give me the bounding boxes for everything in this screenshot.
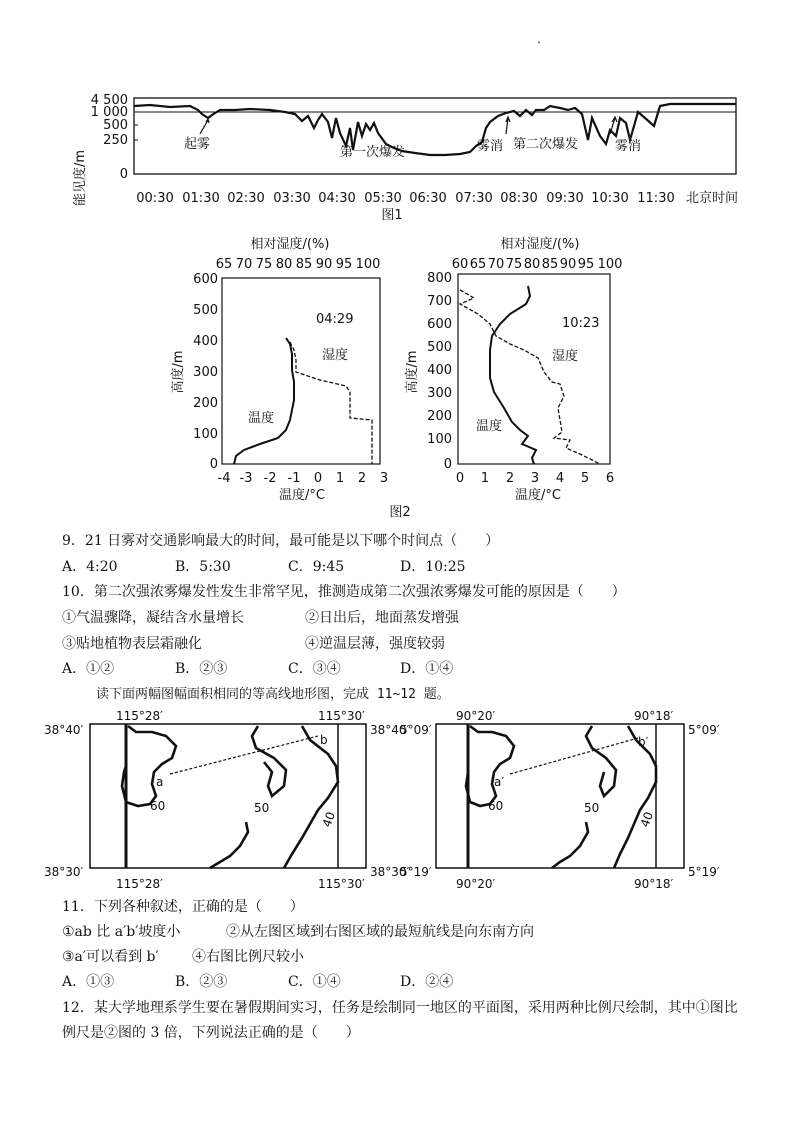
fig2-left-top-tick: 95 <box>335 257 353 272</box>
q10-item-4: ④逆温层薄，强度较弱 <box>305 636 445 652</box>
q11-item-4: ④右图比例尺较小 <box>192 949 304 965</box>
contour-maps <box>40 706 760 890</box>
map-right-label-40: 40 <box>637 809 657 830</box>
fig2-right-ytick: 500 <box>427 340 452 355</box>
fig2-right-ytick: 600 <box>427 317 452 332</box>
figure-2-profiles <box>160 232 640 522</box>
fig2-left-ytick: 500 <box>193 303 218 318</box>
q9-option-c[interactable]: C．9:45 <box>288 559 345 575</box>
fig1-caption: 图1 <box>381 208 403 223</box>
map-right-point-a: a′ <box>494 775 505 789</box>
q11-item-1: ①ab 比 a′b′坡度小 <box>62 924 181 940</box>
q11-item-2: ②从左图区域到右图区域的最短航线是向东南方向 <box>226 924 534 940</box>
q9-option-a[interactable]: A．4:20 <box>62 559 118 575</box>
fig2-left-temp-label: 温度 <box>248 411 275 426</box>
fig2-left-ytick: 200 <box>193 396 218 411</box>
map-right-top-left: 90°20′ <box>456 709 496 723</box>
fig2-left-top-tick: 75 <box>255 257 273 272</box>
q9-option-b[interactable]: B．5:30 <box>175 559 231 575</box>
figure-1-visibility-chart <box>70 88 750 223</box>
fig2-left-top-tick: 70 <box>235 257 253 272</box>
fig1-ytick: 1 000 <box>90 105 128 120</box>
fig2-right-ytick: 800 <box>427 271 452 286</box>
map-right-left-top: 5°09′ <box>400 723 432 737</box>
fig2-right-bottom-tick: 4 <box>555 471 565 486</box>
map-right-contour-40 <box>614 726 656 868</box>
fig2-left-ytick: 0 <box>209 457 218 472</box>
map-right-bottom-right: 90°18′ <box>634 877 674 890</box>
fig2-right-ytick: 300 <box>427 386 452 401</box>
fig1-xtick: 00:30 <box>136 191 174 206</box>
fig2-left-top-label: 相对湿度/(%) <box>250 237 330 252</box>
fig2-right-top-tick: 60 <box>451 257 469 272</box>
fig2-left-bottom-tick: 3 <box>379 471 389 486</box>
map-left-top-left: 115°28′ <box>116 709 163 723</box>
map-left-right-bottom: 38°30′ <box>370 865 410 879</box>
map-left-label-40: 40 <box>319 809 339 830</box>
fig1-xunit: 北京时间 <box>685 191 739 206</box>
map-left-bottom-left: 115°28′ <box>116 877 163 890</box>
fig2-left-bottom-tick: 0 <box>313 471 323 486</box>
map-right-label-60: 60 <box>488 799 504 813</box>
q11-stem: 11．下列各种叙述，正确的是（ ） <box>62 899 304 915</box>
fig2-left-bottom-label: 温度/°C <box>279 488 325 503</box>
map-right-right-top: 5°09′ <box>688 723 720 737</box>
fig2-left-top-tick: 85 <box>295 257 313 272</box>
fig1-xtick: 01:30 <box>182 191 220 206</box>
map-left-line-ab <box>170 736 318 774</box>
fig2-left-ytick: 400 <box>193 334 218 349</box>
fig2-left-top-tick: 65 <box>215 257 233 272</box>
fig2-right-ytick: 0 <box>443 457 452 472</box>
intro-11-12: 读下面两幅图幅面积相同的等高线地形图，完成 11~12 题。 <box>96 687 450 702</box>
fig2-right-bottom-tick: 5 <box>580 471 590 486</box>
fig2-right-frame <box>458 274 610 464</box>
fig2-right-bottom-tick: 0 <box>455 471 465 486</box>
fig1-xtick: 09:30 <box>546 191 584 206</box>
corner-dot: . <box>537 32 541 46</box>
q9-stem: 9．21 日雾对交通影响最大的时间，最可能是以下哪个时间点（ ） <box>62 533 500 549</box>
map-left-top-right: 115°30′ <box>318 709 365 723</box>
map-left-contour-50 <box>252 726 286 796</box>
fig2-right-top-tick: 90 <box>559 257 577 272</box>
map-right-point-b: b′ <box>638 735 649 749</box>
map-left-left-bottom: 38°30′ <box>44 865 84 879</box>
fig1-xtick: 05:30 <box>364 191 402 206</box>
q10-option-a[interactable]: A．①② <box>62 661 115 677</box>
q10-item-3: ③贴地植物表层霜融化 <box>62 636 202 652</box>
fig1-ytick: 500 <box>103 118 128 133</box>
fig1-ytick: 0 <box>119 167 128 182</box>
q10-item-1: ①气温骤降，凝结含水量增长 <box>62 610 244 626</box>
map-right-left-bottom: 5°19′ <box>400 865 432 879</box>
fig1-annot-burst2: 第二次爆发 <box>513 137 579 152</box>
q11-option-a[interactable]: A．①③ <box>62 974 115 990</box>
map-left-bottom-right: 115°30′ <box>318 877 365 890</box>
map-right-line-ab <box>510 738 638 774</box>
fig2-right-ytick: 200 <box>427 409 452 424</box>
map-left-label-50: 50 <box>254 801 270 815</box>
fig2-right-temp-label: 温度 <box>476 419 503 434</box>
fig1-xtick: 02:30 <box>227 191 265 206</box>
fig1-annot-fog-end1: 雾消 <box>477 139 504 154</box>
q10-stem: 10．第二次强浓雾爆发性发生非常罕见，推测造成第二次强浓雾爆发可能的原因是（ ） <box>62 584 626 600</box>
fig2-right-bottom-tick: 6 <box>605 471 615 486</box>
q10-item-2: ②日出后，地面蒸发增强 <box>305 610 459 626</box>
map-right-contour-60 <box>466 726 514 806</box>
map-right-right-bottom: 5°19′ <box>688 865 720 879</box>
fig1-ytick: 4 500 <box>90 93 128 108</box>
fig2-left-bottom-tick: -4 <box>217 471 231 486</box>
fig2-right-top-tick: 100 <box>597 257 623 272</box>
map-left-contour-40 <box>284 726 338 868</box>
map-right-contour-50 <box>586 726 616 796</box>
q12-line1: 12．某大学地理系学生要在暑假期间实习，任务是绘制同一地区的平面图，采用两种比例尺绘制，其中①图比 <box>62 1000 738 1016</box>
fig2-right-bottom-label: 温度/°C <box>515 488 561 503</box>
fig2-right-ytick: 400 <box>427 363 452 378</box>
fig2-left-bottom-tick: 1 <box>335 471 345 486</box>
fig1-xtick: 11:30 <box>637 191 675 206</box>
map-left-point-b: b <box>320 733 328 747</box>
fig2-left-top-tick: 80 <box>275 257 293 272</box>
map-left-contour-50b <box>210 822 248 868</box>
fig2-right-bottom-tick: 1 <box>480 471 490 486</box>
map-left-contour-60 <box>122 726 176 806</box>
map-left-point-a: a <box>156 775 164 789</box>
fig2-left-ytick: 300 <box>193 365 218 380</box>
fig2-right-ytick: 700 <box>427 294 452 309</box>
map-right-top-right: 90°18′ <box>634 709 674 723</box>
fig2-right-top-tick: 85 <box>541 257 559 272</box>
fig2-right-top-tick: 70 <box>487 257 505 272</box>
fig1-ytick: 250 <box>103 133 128 148</box>
fig2-right-bottom-tick: 2 <box>505 471 515 486</box>
fig2-left-bottom-tick: -3 <box>239 471 253 486</box>
fig1-annot-fog-end2: 雾消 <box>615 139 642 154</box>
q12-line2: 例尺是②图的 3 倍，下列说法正确的是（ ） <box>62 1025 360 1041</box>
fig2-left-bottom-tick: 2 <box>357 471 367 486</box>
q11-option-d[interactable]: D．②④ <box>400 974 454 990</box>
fig1-xtick: 03:30 <box>273 191 311 206</box>
fig2-left-frame <box>222 278 380 464</box>
fig2-left-ytick: 100 <box>193 427 218 442</box>
map-left-right-top: 38°40′ <box>370 723 410 737</box>
fig2-left-top-tick: 90 <box>315 257 333 272</box>
q10-option-c[interactable]: C．③④ <box>288 661 341 677</box>
fig1-xtick: 08:30 <box>500 191 538 206</box>
fig2-right-humidity-label: 湿度 <box>552 349 579 364</box>
map-left-label-60: 60 <box>150 799 166 813</box>
fig1-xtick: 04:30 <box>318 191 356 206</box>
fig1-annot-fog-start: 起雾 <box>184 137 211 152</box>
fig1-xtick: 07:30 <box>455 191 493 206</box>
fig1-annot-burst1: 第一次爆发 <box>340 145 406 160</box>
q11-option-c[interactable]: C．①④ <box>288 974 341 990</box>
map-right-bottom-left: 90°20′ <box>456 877 496 890</box>
q10-option-d[interactable]: D．①④ <box>400 661 454 677</box>
fig2-right-top-tick: 95 <box>577 257 595 272</box>
fig2-right-temp-curve <box>490 286 536 464</box>
fig2-left-time: 04:29 <box>316 312 354 327</box>
fig2-right-top-tick: 80 <box>523 257 541 272</box>
fig2-left-bottom-tick: -1 <box>287 471 301 486</box>
fig1-ylabel: 能见度/m <box>73 149 88 207</box>
fig2-left-humidity-label: 湿度 <box>322 348 349 363</box>
fig2-right-top-tick: 65 <box>469 257 487 272</box>
fig2-left-top-tick: 100 <box>355 257 381 272</box>
fig2-right-top-tick: 75 <box>505 257 523 272</box>
fig2-right-bottom-tick: 3 <box>530 471 540 486</box>
fig2-left-ytick: 600 <box>193 272 218 287</box>
fig2-right-top-label: 相对湿度/(%) <box>500 237 580 252</box>
fig2-caption: 图2 <box>389 505 411 520</box>
fig2-left-temp-curve <box>234 338 294 464</box>
fig1-xtick: 06:30 <box>409 191 447 206</box>
fig2-right-ylabel: 高度/m <box>405 350 420 394</box>
q11-item-3: ③a′可以看到 b′ <box>62 949 159 965</box>
map-right-label-50: 50 <box>584 801 600 815</box>
q9-option-d[interactable]: D．10:25 <box>400 559 466 575</box>
fig2-right-time: 10:23 <box>562 316 600 331</box>
fig2-left-bottom-tick: -2 <box>263 471 277 486</box>
map-right-contour-50b <box>552 822 588 868</box>
fig1-xtick: 10:30 <box>591 191 629 206</box>
fig2-left-ylabel: 高度/m <box>171 350 186 394</box>
q11-option-b[interactable]: B．②③ <box>175 974 228 990</box>
map-left-left-top: 38°40′ <box>44 723 84 737</box>
q10-option-b[interactable]: B．②③ <box>175 661 228 677</box>
fig2-right-ytick: 100 <box>427 432 452 447</box>
